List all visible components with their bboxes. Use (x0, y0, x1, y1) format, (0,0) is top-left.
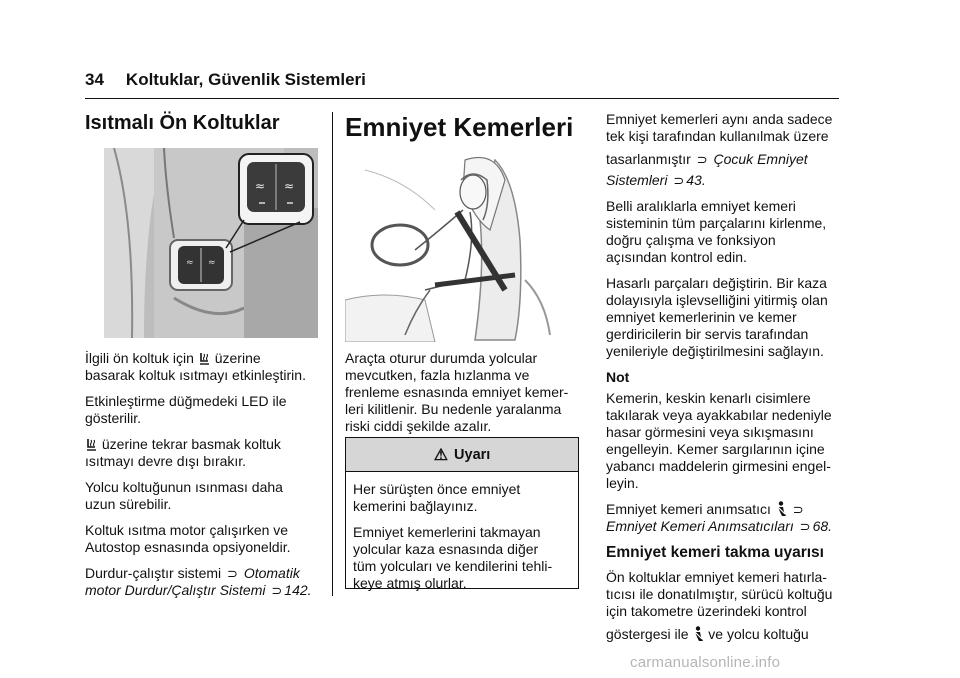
text-line: gerdiricilerin bir servis tarafından (606, 326, 809, 342)
text-line: üzerine tekrar basmak koltuk (101, 436, 281, 452)
warning-body (346, 472, 578, 592)
section-heading-seat-belts: Emniyet Kemerleri (345, 112, 574, 142)
middle-column-text (345, 350, 585, 444)
header-rule (85, 98, 839, 99)
text-line: doğru çalışma ve fonksiyon (606, 232, 776, 248)
cross-reference-link[interactable]: Çocuk Emniyet (713, 151, 808, 167)
text-line: riski ciddi şekilde azalır. (345, 418, 492, 434)
page-reference[interactable]: 142. (284, 582, 312, 598)
running-title: Koltuklar, Güvenlik Sistemleri (125, 70, 366, 89)
text-line: için takometre üzerindeki kontrol (606, 603, 807, 619)
cross-reference-icon: ⊃ (271, 583, 283, 598)
text-line: leri kilitlenir. Bu nedenle yaralanma (345, 401, 562, 417)
cross-reference-link[interactable]: Emniyet Kemeri Anımsatıcıları (606, 518, 794, 534)
text-line: Emniyet kemerleri aynı anda sadece (606, 111, 833, 127)
text-line: kemerini bağlayınız. (353, 498, 478, 514)
text-line: Emniyet kemeri anımsatıcı (606, 501, 771, 517)
left-column-text (85, 350, 330, 608)
text-line: Her sürüşten önce emniyet (353, 481, 521, 497)
cross-reference-icon: ⊃ (792, 502, 804, 517)
text-line: Araçta oturur durumda yolcular (345, 350, 538, 366)
text-line: mevcutken, fazla hızlanma ve (345, 367, 530, 383)
text-line: tıcısı ile donatılmıştır, sürücü koltuğu (606, 586, 833, 602)
text-line: yenileriyle değiştirilmesini sağlayın. (606, 343, 824, 359)
heated-seat-icon (85, 438, 98, 452)
warning-header (346, 438, 578, 472)
text-line: uzun sürebilir. (85, 496, 172, 512)
page-reference[interactable]: 68. (812, 518, 833, 534)
subheading-seat-belt-reminder: Emniyet kemeri takma uyarısı (606, 544, 824, 561)
heated-seat-switch-illustration (104, 148, 318, 338)
text-line: emniyet kemerlerinin ve kemer (606, 309, 797, 325)
watermark: carmanualsonline.info (630, 654, 781, 671)
text-line: Autostop esnasında opsiyoneldir. (85, 539, 291, 555)
section-heading-heated-seats: Isıtmalı Ön Koltuklar (85, 112, 280, 134)
text-line: tek kişi tarafından kullanılmak üzere (606, 128, 829, 144)
svg-text:≈: ≈ (208, 258, 216, 268)
text-line: ısıtmayı devre dışı bırakır. (85, 453, 247, 469)
text-line: Kemerin, keskin kenarlı cisimlere (606, 390, 811, 406)
text-line: Koltuk ısıtma motor çalışırken ve (85, 522, 289, 538)
cross-reference-icon: ⊃ (696, 152, 708, 167)
text-line: tasarlanmıştır (606, 151, 691, 167)
text-line: takılarak veya ayakkabılar nedeniyle (606, 407, 832, 423)
text-line: yabancı maddelerin girmesini engel- (606, 458, 831, 474)
text-line: Belli aralıklarla emniyet kemeri (606, 198, 796, 214)
text-line: leyin. (606, 475, 639, 491)
text-line: hasar görmesini veya sıkışmasını (606, 424, 814, 440)
column-divider (332, 112, 333, 596)
page-reference[interactable]: 43. (686, 172, 706, 188)
svg-text:≈: ≈ (186, 258, 194, 268)
text-line: Durdur-çalıştır sistemi (85, 565, 222, 581)
cross-reference-link[interactable]: Otomatik (243, 565, 300, 581)
text-line: tüm yolcuları ve kendilerini tehli- (353, 558, 553, 574)
warning-title: Uyarı (454, 446, 491, 463)
page-number: 34 (85, 70, 104, 89)
cross-reference-link[interactable]: motor Durdur/Çalıştır Sistemi (85, 582, 266, 598)
text-line: üzerine (214, 350, 261, 366)
text-line: Emniyet kemerlerini takmayan (353, 524, 541, 540)
seat-belt-reminder-icon (692, 626, 704, 642)
text-line: göstergesi ile (606, 626, 689, 642)
seat-belt-driver-illustration (345, 150, 577, 342)
cross-reference-link[interactable]: Sistemleri (606, 172, 668, 188)
svg-text:≈: ≈ (255, 179, 266, 193)
text-line: İlgili ön koltuk için (85, 350, 194, 366)
warning-box (345, 437, 579, 589)
text-line: engelleyin. Kemer sargılarının içine (606, 441, 825, 457)
note-label: Not (606, 369, 630, 385)
text-line: gösterilir. (85, 410, 142, 426)
cross-reference-icon: ⊃ (673, 173, 685, 188)
text-line: frenleme esnasında emniyet kemer- (345, 384, 569, 400)
text-line: yolcular kaza esnasında diğer (353, 541, 539, 557)
cross-reference-icon: ⊃ (227, 566, 238, 581)
heated-seat-icon (198, 352, 211, 366)
text-line: basarak koltuk ısıtmayı etkinleştirin. (85, 367, 306, 383)
warning-triangle-icon: ⚠ (433, 446, 449, 464)
text-line: Yolcu koltuğunun ısınması daha (85, 479, 283, 495)
text-line: sisteminin tüm parçalarını kirlenme, (606, 215, 827, 231)
seat-belt-reminder-icon (775, 501, 787, 517)
page-header (85, 70, 366, 90)
text-line: dolayısıyla işlevselliğini yitirmiş olan (606, 292, 828, 308)
text-line: ve yolcu koltuğu (708, 626, 809, 642)
text-line: Hasarlı parçaları değiştirin. Bir kaza (606, 275, 827, 291)
cross-reference-icon: ⊃ (799, 519, 811, 534)
text-line: Ön koltuklar emniyet kemeri hatırla- (606, 569, 827, 585)
text-line: Etkinleştirme düğmedeki LED ile (85, 393, 287, 409)
text-line: keye atmış olurlar. (353, 575, 467, 591)
text-line: açısından kontrol edin. (606, 249, 747, 265)
right-column-text (606, 111, 846, 652)
svg-text:≈: ≈ (284, 179, 295, 193)
